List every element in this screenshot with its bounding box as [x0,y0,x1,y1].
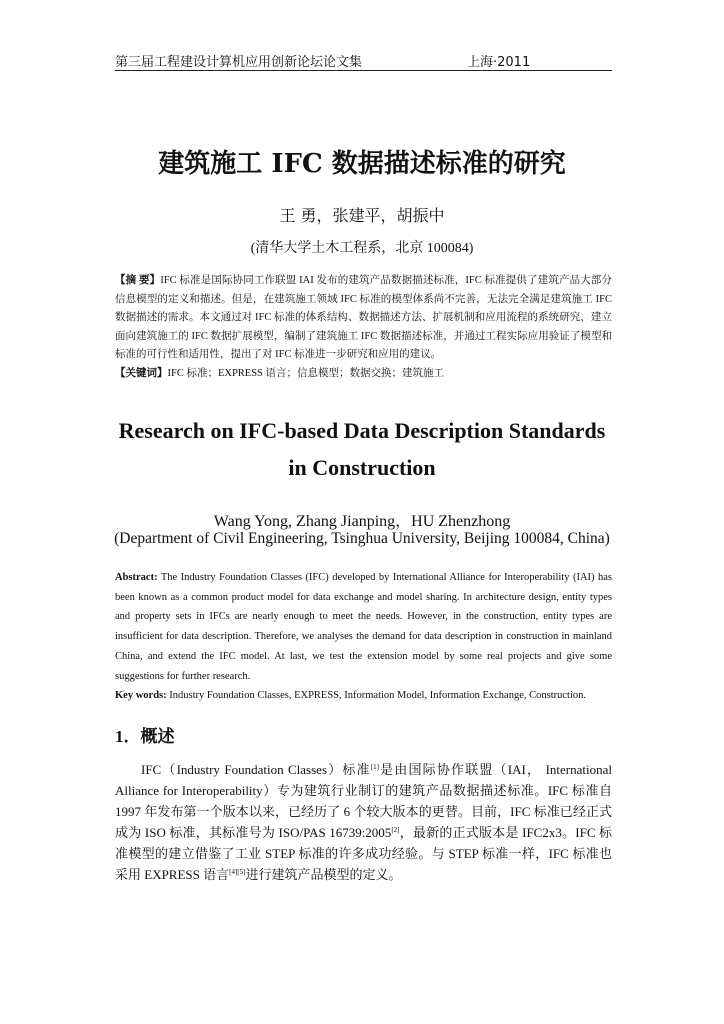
keywords-cn-label: 【关键词】 [115,367,168,379]
citation[interactable]: [1] [370,763,379,771]
header-place-year: 上海·2011 [467,55,531,70]
authors-en: Wang Yong, Zhang Jianping，HU Zhenzhong [213,513,511,530]
abstract-cn-text: IFC 标准是国际协同工作联盟 IAI 发布的建筑产品数据描述标准，IFC 标准提供了建筑产品大部分信息模型的定义和描述。但是，在建筑施工领域 IFC 标准的模型体系尚不完善，无法完全满足建筑施工 IFC 数据描述的需求。本文通过对 IFC 标准的体系结构、数据描述方法、扩展机制和应用流程的系统研究，建立面向建筑施工的 IFC 数据扩展模型，编制了建筑施工 IFC 数据描述标准，并通过工程实际应用验证了模型和标准的可行性和适用性，提出了对 IFC 标准进一步研究和应用的建议。 [115,275,612,361]
header-proceedings: 第三届工程建设计算机应用创新论坛论文集 [115,55,363,70]
text-run: 进行建筑产品模型的定义。 [245,867,402,882]
abstract-en-text: The Industry Foundation Classes (IFC) developed by International Alliance for Interoperability (IAI) has been known as a common product model for data exchange and model sharing. In architecture design, entity types and property sets in IFCs are nearly enough to meet the needs. However, in the construction, entity types are insufficient for data description. Therefore, we analyses the demand for data description in construction in mainland China, and extend the IFC model. At last, we test the extension model by some real projects and give some suggestions for further research. [115,572,612,682]
keywords-en-label: Key words: [115,690,167,702]
authors-cn: 王 勇，张建平，胡振中 [279,206,445,225]
paper-title-en-line1: Research on IFC-based Data Description Standards [118,418,606,443]
affiliation-cn: (清华大学土木工程系，北京 100084) [250,241,474,256]
section-body [115,759,612,885]
abstract-en [115,568,612,706]
abstract-cn [115,272,612,384]
paper-title-en-line2: in Construction [288,455,436,480]
abstract-en-label: Abstract: [115,572,158,583]
citation[interactable]: [2] [391,826,400,834]
running-header [115,50,612,71]
abstract-cn-label: 【摘 要】 [115,275,161,286]
paper-title-cn: 建筑施工 IFC 数据描述标准的研究 [158,149,566,179]
affiliation-en: (Department of Civil Engineering, Tsinghua University, Beijing 100084, China) [114,530,610,547]
paragraph [115,759,612,885]
keywords-en-text: Industry Foundation Classes, EXPRESS, Information Model, Information Exchange, Construction. [166,690,586,702]
text-run: 是由国际协作联盟（IAI， International Alliance for Interoperability）专为建筑行业制订的建筑产品数据描述标准。IFC 标准自 1997 年发布第一个版本以来，已经历了 6 个较大版本的更替。目前，IFC 标准已经正式成为 ISO 标准，其标准号为 ISO/PAS 16739:2005 [115,762,612,840]
section-heading: 1．概述 [115,727,175,746]
text-run: IFC（Industry Foundation Classes）标准 [141,762,371,777]
text-run: ，最新的正式版本是 IFC2x3。IFC 标准模型的建立借鉴了工业 STEP 标准的许多成功经验。与 STEP 标准一样，IFC 标准也采用 EXPRESS 语言 [115,825,612,882]
keywords-cn-text: IFC 标准；EXPRESS 语言；信息模型；数据交换；建筑施工 [167,367,445,379]
citation[interactable]: [4][5] [229,868,246,876]
